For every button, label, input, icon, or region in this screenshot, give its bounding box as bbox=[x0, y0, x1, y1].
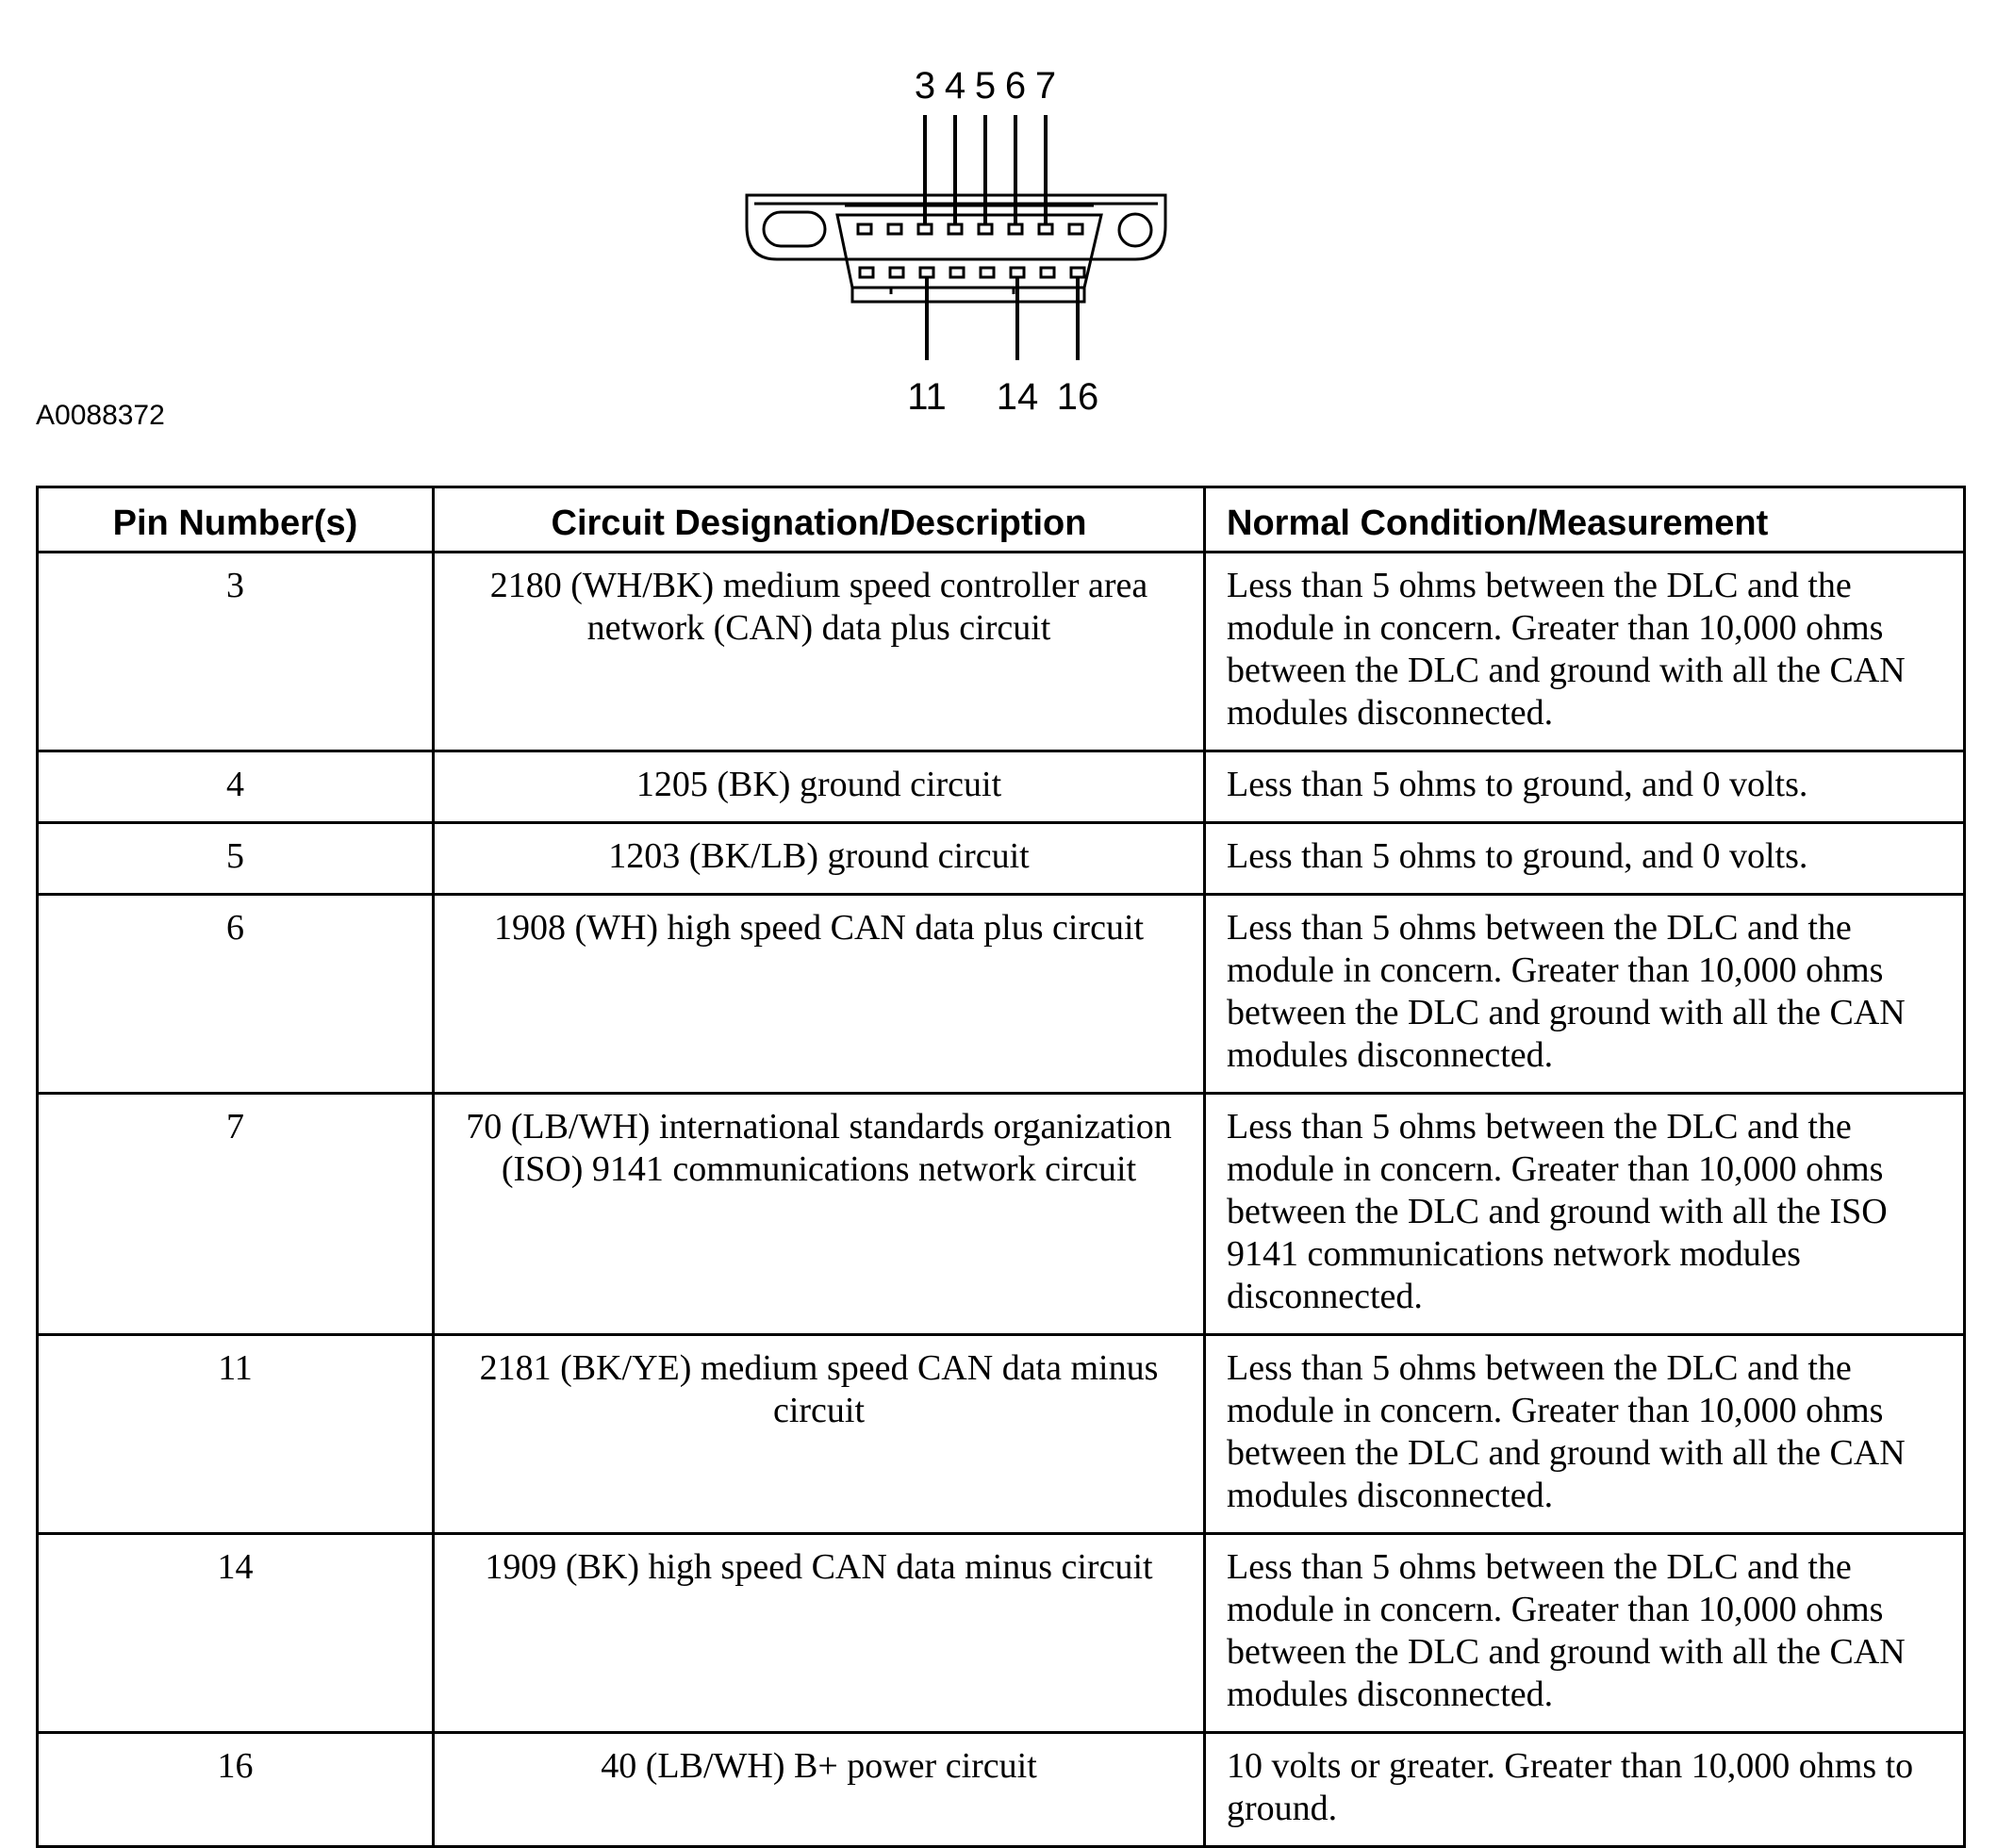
pin-label-11: 11 bbox=[907, 376, 947, 418]
condition-cell: Less than 5 ohms to ground, and 0 volts. bbox=[1205, 751, 1965, 823]
condition-cell: Less than 5 ohms between the DLC and the module in concern. Greater than 10,000 ohms between the DLC and ground with all the CAN modules disconnected. bbox=[1205, 1534, 1965, 1733]
condition-cell: Less than 5 ohms between the DLC and the module in concern. Greater than 10,000 ohms between the DLC and ground with all the CAN modules disconnected. bbox=[1205, 553, 1965, 751]
circuit-cell: 2180 (WH/BK) medium speed controller area network (CAN) data plus circuit bbox=[434, 553, 1205, 751]
pin-label-7: 7 bbox=[1034, 65, 1057, 107]
column-header-circuit: Circuit Designation/Description bbox=[434, 487, 1205, 553]
pin-cell bbox=[1069, 224, 1082, 234]
circuit-cell: 1205 (BK) ground circuit bbox=[434, 751, 1205, 823]
pin-cell bbox=[979, 224, 992, 234]
table-row bbox=[38, 1094, 1965, 1335]
table-row bbox=[38, 751, 1965, 823]
condition-cell: 10 volts or greater. Greater than 10,000 ohms to ground. bbox=[1205, 1733, 1965, 1847]
pin-cell bbox=[1071, 268, 1084, 277]
pin-cell bbox=[920, 268, 933, 277]
pin-number-cell: 16 bbox=[38, 1733, 434, 1847]
pin-label-14: 14 bbox=[996, 376, 1039, 418]
pin-cell bbox=[860, 268, 873, 277]
table-row bbox=[38, 553, 1965, 751]
pin-cell bbox=[890, 268, 903, 277]
condition-cell: Less than 5 ohms between the DLC and the module in concern. Greater than 10,000 ohms between the DLC and ground with all the ISO 9141 communications network modules disconnected. bbox=[1205, 1094, 1965, 1335]
pin-cell bbox=[858, 224, 871, 234]
pin-cell bbox=[950, 268, 964, 277]
table-row bbox=[38, 1534, 1965, 1733]
condition-cell: Less than 5 ohms to ground, and 0 volts. bbox=[1205, 823, 1965, 895]
condition-cell: Less than 5 ohms between the DLC and the module in concern. Greater than 10,000 ohms between the DLC and ground with all the CAN modules disconnected. bbox=[1205, 1335, 1965, 1534]
table-row bbox=[38, 823, 1965, 895]
circuit-cell: 1909 (BK) high speed CAN data minus circuit bbox=[434, 1534, 1205, 1733]
pin-cell bbox=[1009, 224, 1022, 234]
figure-id: A0088372 bbox=[36, 400, 165, 431]
pin-cell bbox=[918, 224, 932, 234]
connector-body bbox=[837, 215, 1101, 288]
pin-number-cell: 3 bbox=[38, 553, 434, 751]
circuit-cell: 1203 (BK/LB) ground circuit bbox=[434, 823, 1205, 895]
pin-label-16: 16 bbox=[1056, 376, 1099, 418]
table-row bbox=[38, 895, 1965, 1094]
pin-cell bbox=[981, 268, 994, 277]
pin-number-cell: 7 bbox=[38, 1094, 434, 1335]
pin-cell bbox=[1041, 268, 1054, 277]
pin-label-5: 5 bbox=[974, 65, 997, 107]
condition-cell: Less than 5 ohms between the DLC and the module in concern. Greater than 10,000 ohms between the DLC and ground with all the CAN modules disconnected. bbox=[1205, 895, 1965, 1094]
pin-number-cell: 6 bbox=[38, 895, 434, 1094]
pin-label-3: 3 bbox=[914, 65, 936, 107]
pin-cell bbox=[1011, 268, 1024, 277]
pin-number-cell: 4 bbox=[38, 751, 434, 823]
column-header-pin: Pin Number(s) bbox=[38, 487, 434, 553]
left-mounting-slot-icon bbox=[764, 212, 825, 246]
dlc-connector-diagram bbox=[0, 0, 1997, 471]
pin-number-cell: 11 bbox=[38, 1335, 434, 1534]
pin-cell bbox=[888, 224, 901, 234]
pin-cell bbox=[949, 224, 962, 234]
pin-cell bbox=[1039, 224, 1052, 234]
pin-number-cell: 14 bbox=[38, 1534, 434, 1733]
table-row bbox=[38, 1733, 1965, 1847]
pin-label-4: 4 bbox=[944, 65, 966, 107]
circuit-cell: 40 (LB/WH) B+ power circuit bbox=[434, 1733, 1205, 1847]
circuit-cell: 1908 (WH) high speed CAN data plus circuit bbox=[434, 895, 1205, 1094]
right-mounting-hole-icon bbox=[1119, 214, 1151, 246]
pinout-table bbox=[36, 486, 1966, 1848]
column-header-condition: Normal Condition/Measurement bbox=[1205, 487, 1965, 553]
pin-label-6: 6 bbox=[1004, 65, 1027, 107]
table-header-row bbox=[38, 487, 1965, 553]
circuit-cell: 70 (LB/WH) international standards organization (ISO) 9141 communications network circuit bbox=[434, 1094, 1205, 1335]
circuit-cell: 2181 (BK/YE) medium speed CAN data minus circuit bbox=[434, 1335, 1205, 1534]
pin-number-cell: 5 bbox=[38, 823, 434, 895]
table-row bbox=[38, 1335, 1965, 1534]
